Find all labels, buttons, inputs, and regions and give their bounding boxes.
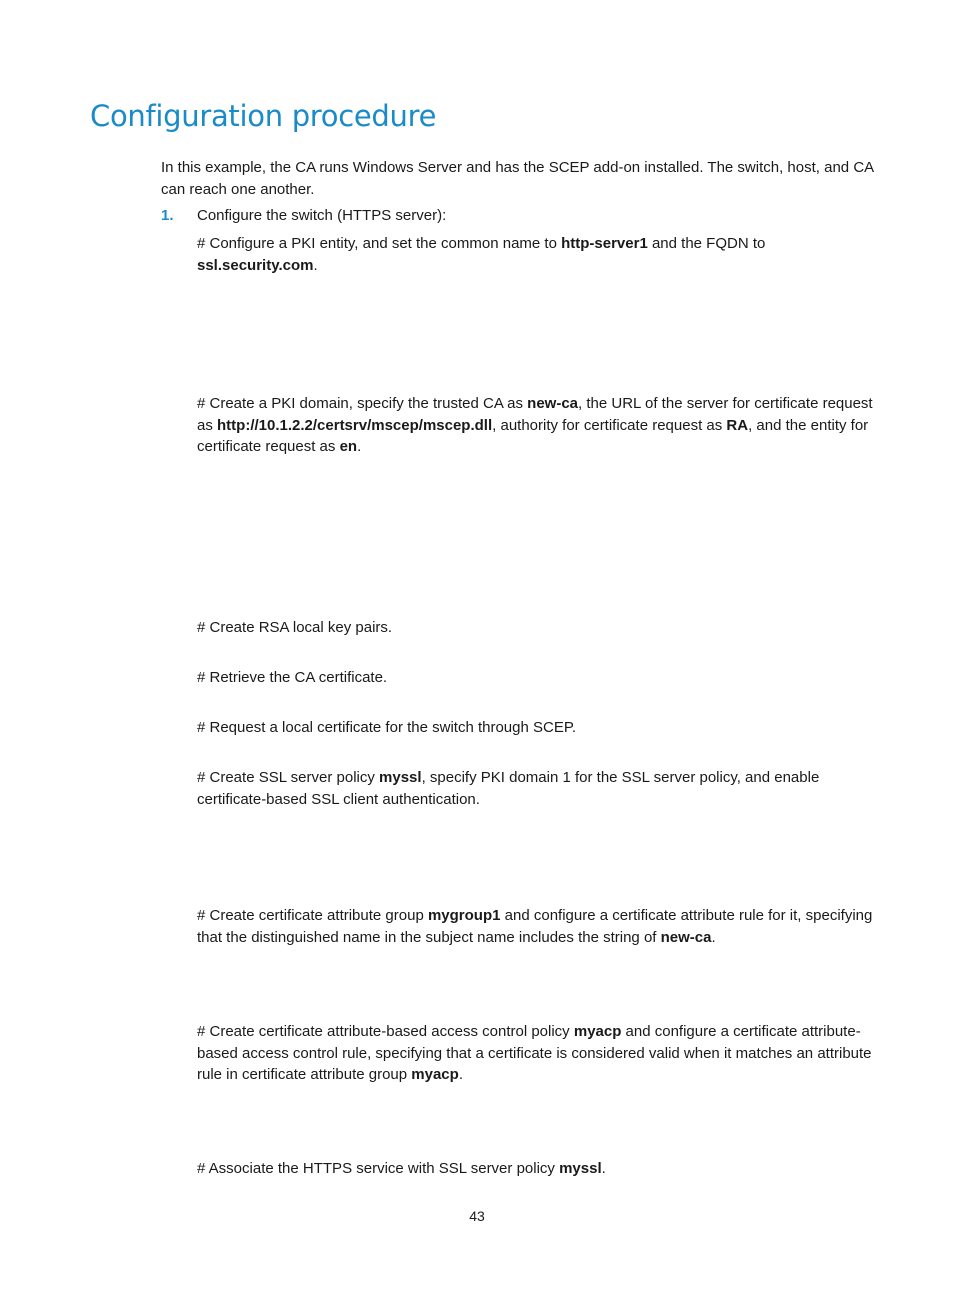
ssl-policy-name: myssl (379, 769, 422, 786)
https-association-instruction (197, 1158, 877, 1180)
text-segment: # Create certificate attribute-based access control policy (197, 1023, 574, 1040)
text-segment: # Create SSL server policy (197, 769, 380, 786)
text-segment: . (711, 928, 716, 946)
trusted-ca-value: new-ca (527, 395, 579, 412)
pki-entity-instruction (197, 233, 877, 276)
local-cert-instruction: # Request a local certificate for the switch through SCEP. (197, 719, 577, 736)
server-url-value: http://10.1.2.2/certsrv/mscep/mscep.dll (217, 416, 493, 434)
access-control-instruction (197, 1021, 877, 1086)
text-segment: , authority for certificate request as (492, 416, 727, 434)
authority-value: RA (726, 416, 749, 434)
pki-domain-instruction (197, 393, 877, 458)
text-segment: # Create a PKI domain, specify the trusted CA as (197, 395, 528, 412)
dn-string-value: new-ca (660, 928, 712, 946)
fqdn-value: ssl.security.com (197, 256, 314, 274)
text-segment: # Create certificate attribute group (197, 907, 428, 924)
common-name-value: http-server1 (561, 235, 648, 252)
text-segment: , and the entity for certificate request as (197, 416, 869, 455)
intro-paragraph: In this example, the CA runs Windows Server and has the SCEP add-on installed. The switch, host, and CA can reach one another. (161, 159, 874, 198)
text-segment: # Associate the HTTPS service with SSL server policy (197, 1160, 560, 1177)
text-segment: and configure a certificate attribute-based access control rule, specifying that a certificate is considered valid when it matches an attribute rule in certificate attribute group (197, 1023, 872, 1083)
text-segment: # Configure a PKI entity, and set the common name to (197, 235, 562, 252)
attribute-group-name: mygroup1 (427, 907, 501, 924)
page-number: 43 (469, 1208, 485, 1224)
step-text: Configure the switch (HTTPS server): (197, 207, 447, 224)
page-title: Configuration procedure (90, 99, 437, 133)
text-segment: and the FQDN to (647, 235, 766, 252)
text-segment: . (601, 1160, 606, 1177)
text-segment: and configure a certificate attribute rule for it, specifying that the distinguished name in the subject name includes the string of (197, 907, 873, 946)
text-segment: . (357, 438, 362, 455)
attribute-group-instruction (197, 905, 877, 948)
ca-cert-instruction: # Retrieve the CA certificate. (197, 669, 388, 686)
acp-name: myacp (573, 1023, 622, 1040)
text-segment: , the URL of the server for certificate request as (197, 395, 873, 434)
acp-group-name: myacp (411, 1066, 459, 1083)
text-segment: . (313, 256, 318, 274)
step-number: 1. (161, 207, 174, 224)
ssl-policy-name: myssl (559, 1160, 602, 1177)
text-segment: . (458, 1066, 463, 1083)
text-segment: , specify PKI domain 1 for the SSL server policy, and enable certificate-based SSL client authentication. (197, 769, 820, 808)
entity-value: en (339, 438, 358, 455)
ssl-policy-instruction (197, 767, 877, 810)
rsa-key-instruction: # Create RSA local key pairs. (197, 619, 393, 636)
